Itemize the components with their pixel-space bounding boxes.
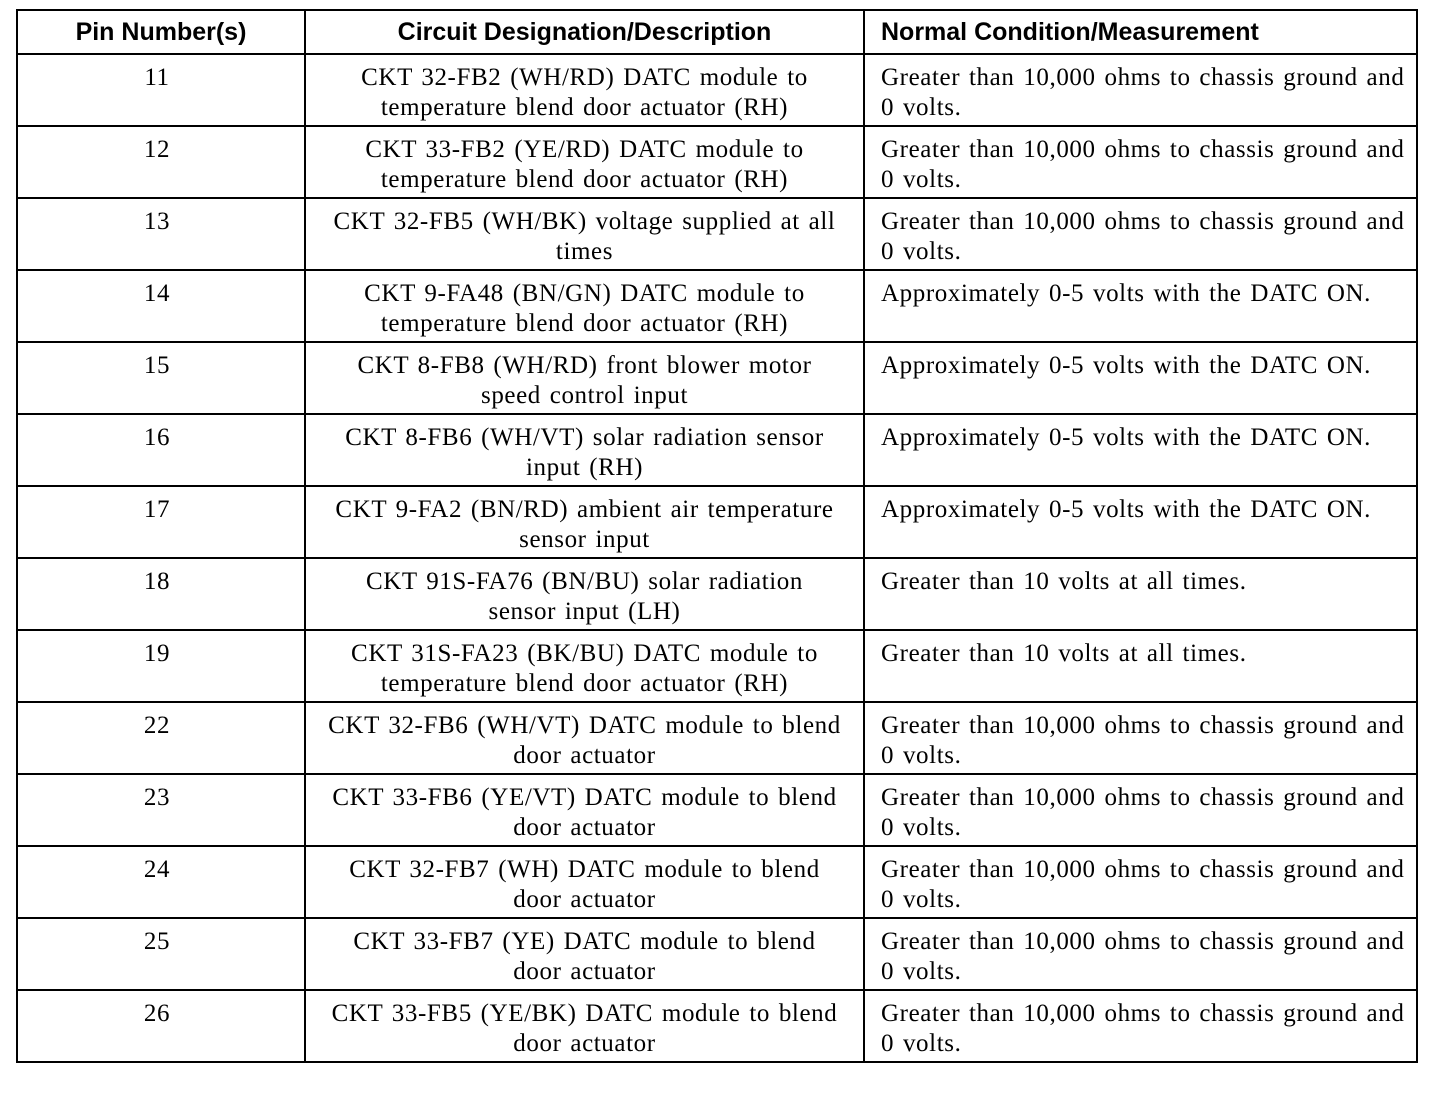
pin-number-cell: 22 xyxy=(17,702,305,774)
pin-number-cell: 24 xyxy=(17,846,305,918)
pin-number-cell: 23 xyxy=(17,774,305,846)
pin-number-cell: 26 xyxy=(17,990,305,1062)
table-row xyxy=(17,342,1417,414)
header-pin-number: Pin Number(s) xyxy=(17,10,305,54)
table-row xyxy=(17,630,1417,702)
circuit-description-cell: CKT 8-FB6 (WH/VT) solar radiation sensor input (RH) xyxy=(305,414,864,486)
measurement-cell: Greater than 10,000 ohms to chassis ground and 0 volts. xyxy=(864,774,1417,846)
pin-number-cell: 15 xyxy=(17,342,305,414)
table-row xyxy=(17,846,1417,918)
pin-number-cell: 18 xyxy=(17,558,305,630)
table-row xyxy=(17,486,1417,558)
circuit-description-cell: CKT 33-FB7 (YE) DATC module to blend door actuator xyxy=(305,918,864,990)
circuit-description-cell: CKT 32-FB7 (WH) DATC module to blend door actuator xyxy=(305,846,864,918)
measurement-cell: Approximately 0-5 volts with the DATC ON. xyxy=(864,486,1417,558)
pin-number-cell: 13 xyxy=(17,198,305,270)
table-row xyxy=(17,270,1417,342)
table-row xyxy=(17,774,1417,846)
circuit-description-cell: CKT 9-FA2 (BN/RD) ambient air temperature sensor input xyxy=(305,486,864,558)
table-row xyxy=(17,558,1417,630)
table-row xyxy=(17,702,1417,774)
measurement-cell: Approximately 0-5 volts with the DATC ON. xyxy=(864,270,1417,342)
measurement-cell: Greater than 10,000 ohms to chassis ground and 0 volts. xyxy=(864,990,1417,1062)
measurement-cell: Greater than 10,000 ohms to chassis ground and 0 volts. xyxy=(864,918,1417,990)
circuit-description-cell: CKT 33-FB6 (YE/VT) DATC module to blend door actuator xyxy=(305,774,864,846)
pin-number-cell: 17 xyxy=(17,486,305,558)
pin-number-cell: 25 xyxy=(17,918,305,990)
circuit-description-cell: CKT 8-FB8 (WH/RD) front blower motor speed control input xyxy=(305,342,864,414)
table-row xyxy=(17,126,1417,198)
circuit-description-cell: CKT 31S-FA23 (BK/BU) DATC module to temperature blend door actuator (RH) xyxy=(305,630,864,702)
measurement-cell: Greater than 10,000 ohms to chassis ground and 0 volts. xyxy=(864,54,1417,126)
circuit-description-cell: CKT 9-FA48 (BN/GN) DATC module to temperature blend door actuator (RH) xyxy=(305,270,864,342)
header-normal-condition: Normal Condition/Measurement xyxy=(864,10,1417,54)
measurement-cell: Greater than 10,000 ohms to chassis ground and 0 volts. xyxy=(864,702,1417,774)
table-row xyxy=(17,414,1417,486)
pin-number-cell: 14 xyxy=(17,270,305,342)
table-row xyxy=(17,54,1417,126)
measurement-cell: Greater than 10,000 ohms to chassis ground and 0 volts. xyxy=(864,846,1417,918)
pin-number-cell: 16 xyxy=(17,414,305,486)
measurement-cell: Greater than 10,000 ohms to chassis ground and 0 volts. xyxy=(864,126,1417,198)
table-header-row xyxy=(17,10,1417,54)
circuit-description-cell: CKT 33-FB2 (YE/RD) DATC module to temperature blend door actuator (RH) xyxy=(305,126,864,198)
table-row xyxy=(17,198,1417,270)
circuit-description-cell: CKT 33-FB5 (YE/BK) DATC module to blend door actuator xyxy=(305,990,864,1062)
measurement-cell: Greater than 10,000 ohms to chassis ground and 0 volts. xyxy=(864,198,1417,270)
circuit-description-cell: CKT 32-FB2 (WH/RD) DATC module to temperature blend door actuator (RH) xyxy=(305,54,864,126)
pin-number-cell: 19 xyxy=(17,630,305,702)
pin-number-cell: 11 xyxy=(17,54,305,126)
measurement-cell: Greater than 10 volts at all times. xyxy=(864,558,1417,630)
header-circuit-description: Circuit Designation/Description xyxy=(305,10,864,54)
table-row xyxy=(17,918,1417,990)
measurement-cell: Approximately 0-5 volts with the DATC ON. xyxy=(864,414,1417,486)
circuit-description-cell: CKT 91S-FA76 (BN/BU) solar radiation sensor input (LH) xyxy=(305,558,864,630)
circuit-description-cell: CKT 32-FB6 (WH/VT) DATC module to blend door actuator xyxy=(305,702,864,774)
pin-number-cell: 12 xyxy=(17,126,305,198)
circuit-description-cell: CKT 32-FB5 (WH/BK) voltage supplied at all times xyxy=(305,198,864,270)
measurement-cell: Approximately 0-5 volts with the DATC ON. xyxy=(864,342,1417,414)
table-row xyxy=(17,990,1417,1062)
measurement-cell: Greater than 10 volts at all times. xyxy=(864,630,1417,702)
pin-specification-table xyxy=(16,9,1418,1063)
